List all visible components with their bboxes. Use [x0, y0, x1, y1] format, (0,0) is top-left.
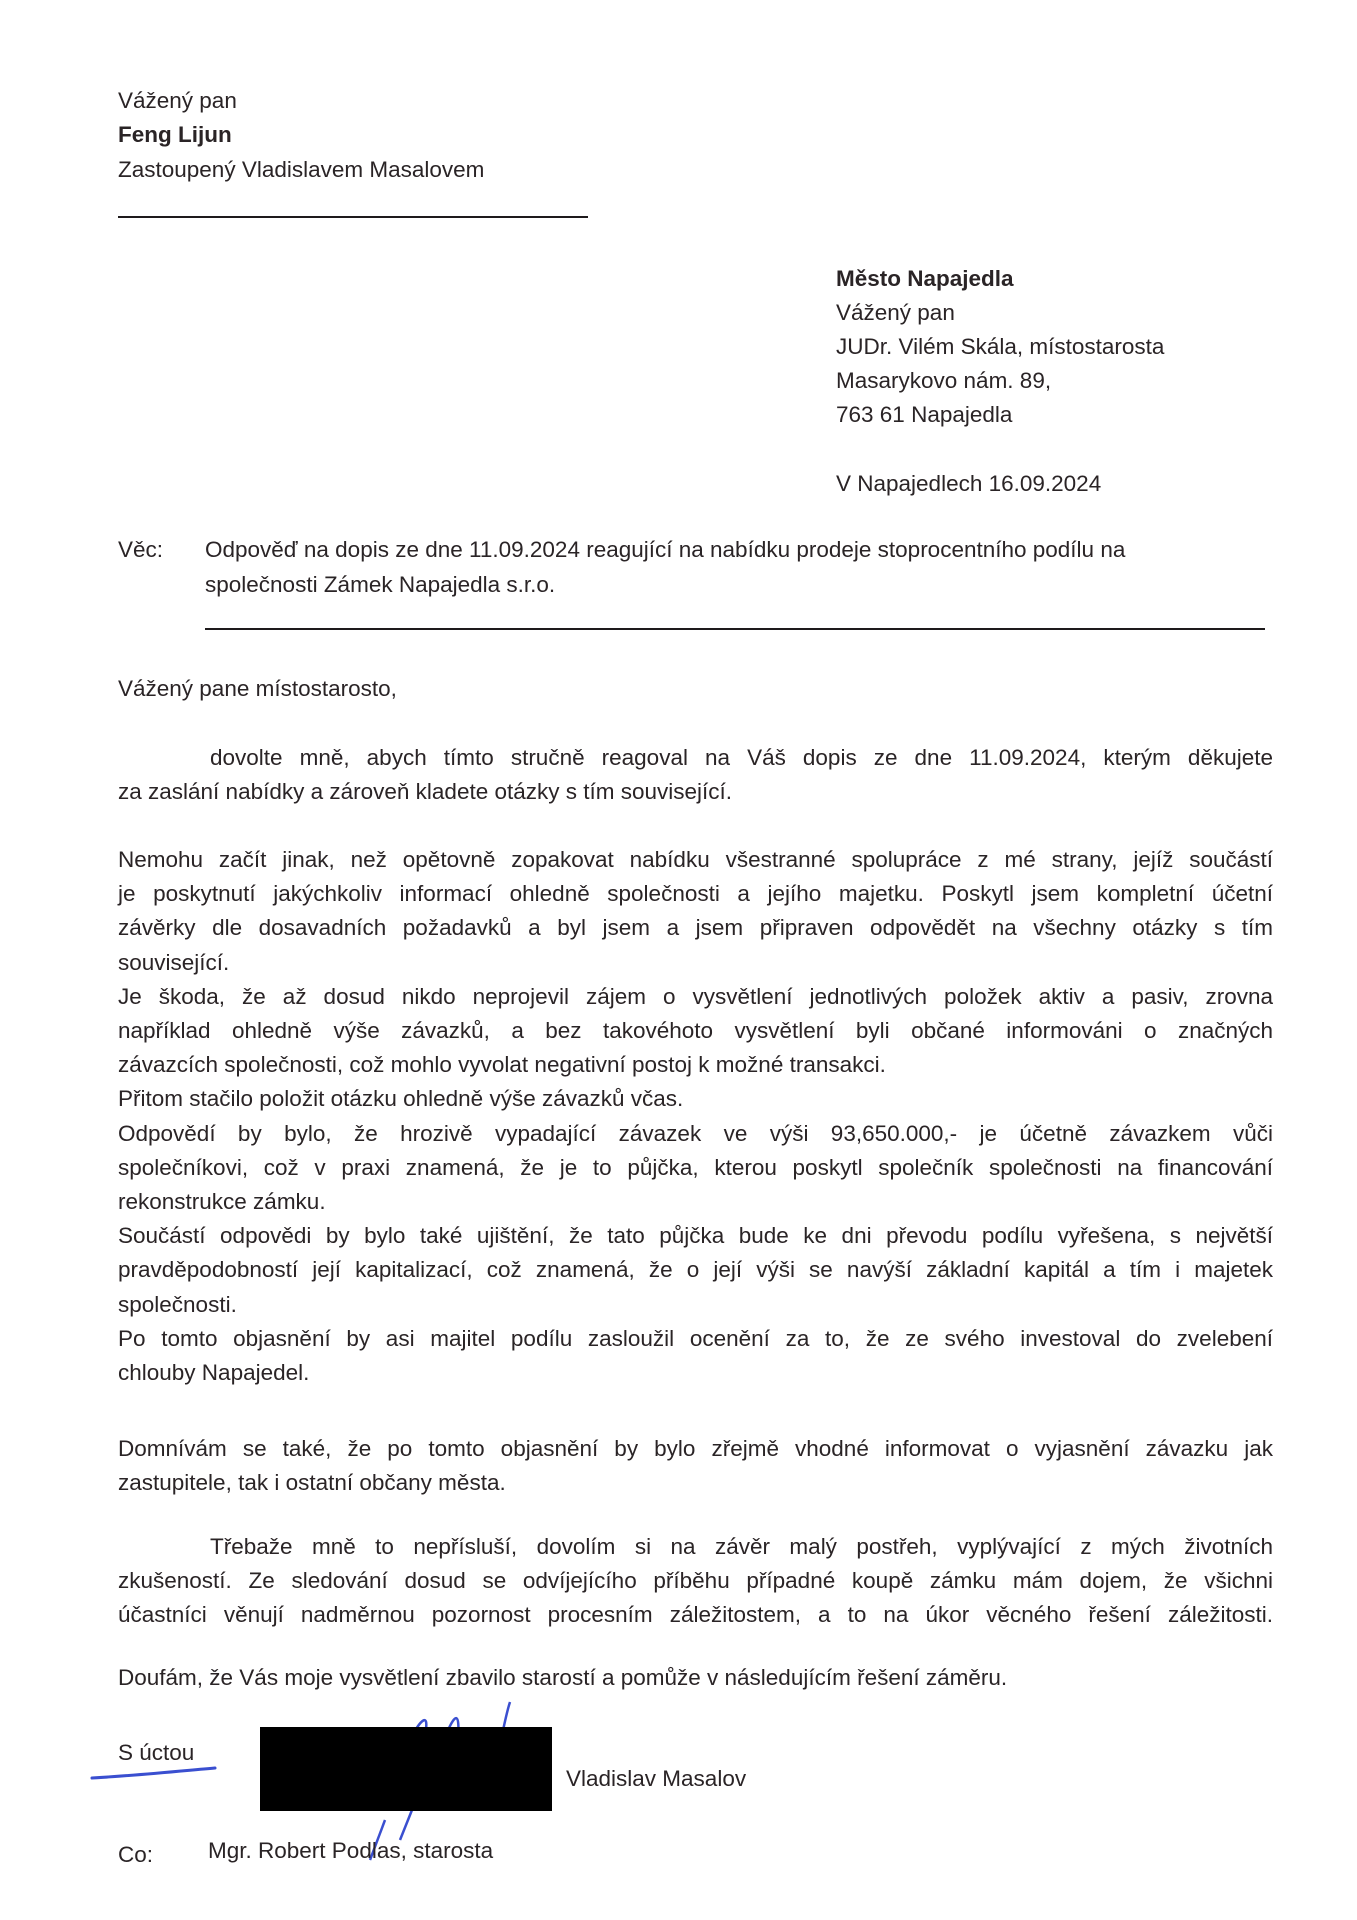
paragraph-line: Po tomto objasnění by asi majitel podílu zasloužil ocenění za to, že ze svého investoval do zvelebení — [118, 1325, 1273, 1351]
paragraph-line: Odpovědí by bylo, že hrozivě vypadající závazek ve výši 93,650.000,- je účetně závazkem vůči — [118, 1120, 1273, 1146]
recipient-name: JUDr. Vilém Skála, místostarosta — [836, 334, 1165, 359]
subject-label: Věc: — [118, 537, 164, 562]
recipient-city: 763 61 Napajedla — [836, 402, 1013, 427]
recipient-salutation: Vážený pan — [836, 300, 955, 325]
sender-divider — [118, 216, 588, 218]
paragraph-line: související. — [118, 949, 230, 975]
signature-underline-icon — [90, 1764, 220, 1784]
redacted-signature-block — [260, 1727, 552, 1811]
paragraph-line: závěrky dle dosavadních požadavků a byl jsem a jsem připraven odpovědět na všechny otázky s tím — [118, 915, 1273, 941]
paragraph-closing — [118, 1661, 1273, 1695]
paragraph-line: Třebaže mně to nepřísluší, dovolím si na závěr malý postřeh, vyplývající z mých životních — [210, 1534, 1273, 1559]
cc-label: Co: — [118, 1842, 154, 1867]
recipient-street: Masarykovo nám. 89, — [836, 368, 1052, 393]
paragraph-explanation — [118, 843, 1273, 1390]
paragraph-line: Přitom stačilo položit otázku ohledně výše závazků včas. — [118, 1086, 684, 1112]
sender-salutation: Vážený pan — [118, 88, 237, 113]
paragraph-line: účastníci věnují nadměrnou pozornost procesním záležitostem, a to na úkor věcného řešení záležitosti. — [118, 1602, 1273, 1628]
paragraph-line: Domnívám se také, že po tomto objasnění by bylo zřejmě vhodné informovat o vyjasnění závazku jak — [118, 1436, 1273, 1461]
paragraph-line: společníkovi, což v praxi znamená, že je to půjčka, kterou poskytl společník společnosti na financování — [118, 1154, 1273, 1180]
paragraph-line: zkušeností. Ze sledování dosud se odvíjejícího příběhu případné koupě zámku mám dojem, že všichni — [118, 1568, 1273, 1594]
sender-representative: Zastoupený Vladislavem Masalovem — [118, 157, 485, 182]
recipient-organization: Město Napajedla — [836, 266, 1014, 291]
paragraph-line: Je škoda, že až dosud nikdo neprojevil zájem o vysvětlení jednotlivých položek aktiv a pasiv, zrovna — [118, 983, 1273, 1009]
paragraph-line: Doufám, že Vás moje vysvětlení zbavilo starostí a pomůže v následujícím řešení záměru. — [118, 1665, 1008, 1690]
paragraph-line: společnosti. — [118, 1291, 237, 1317]
paragraph-line: například ohledně výše závazků, a bez takovéhoto vysvětlení byli občané informováni o značných — [118, 1018, 1273, 1044]
subject-line-1: Odpověď na dopis ze dne 11.09.2024 reagující na nabídku prodeje stoprocentního podílu na — [205, 537, 1126, 562]
place-date: V Napajedlech 16.09.2024 — [836, 471, 1102, 496]
subject-line-2: společnosti Zámek Napajedla s.r.o. — [205, 572, 556, 597]
sender-name: Feng Lijun — [118, 122, 232, 147]
cc-recipient: Mgr. Robert Podlas, starosta — [208, 1838, 494, 1863]
paragraph-line: Nemohu začít jinak, než opětovně zopakovat nabídku všestranné spolupráce z mé strany, jejíž součástí — [118, 847, 1273, 872]
paragraph-line: dovolte mně, abych tímto stručně reagoval na Váš dopis ze dne 11.09.2024, kterým děkujete — [210, 745, 1273, 770]
greeting: Vážený pane místostarosto, — [118, 676, 397, 701]
subject-divider — [205, 628, 1265, 630]
paragraph-observation — [118, 1530, 1273, 1633]
paragraph-line: závazcích společnosti, což mohlo vyvolat negativní postoj k možné transakci. — [118, 1052, 886, 1078]
paragraph-line: Součástí odpovědi by bylo také ujištění, že tato půjčka bude ke dni převodu podílu vyřešena, s největší — [118, 1223, 1273, 1249]
paragraph-line: pravděpodobností její kapitalizací, což znamená, že o její výši se navýší základní kapitál a tím i majetek — [118, 1257, 1273, 1283]
paragraph-line: chlouby Napajedel. — [118, 1360, 310, 1386]
paragraph-line: zastupitele, tak i ostatní občany města. — [118, 1470, 506, 1496]
paragraph-line: za zaslání nabídky a zároveň kladete otázky s tím související. — [118, 779, 733, 805]
paragraph-inform — [118, 1432, 1273, 1500]
paragraph-intro — [118, 741, 1273, 809]
paragraph-line: rekonstrukce zámku. — [118, 1189, 326, 1215]
paragraph-line: je poskytnutí jakýchkoliv informací ohledně společnosti a jejího majetku. Poskytl jsem kompletní účetní — [118, 881, 1273, 907]
closing-phrase: S úctou — [118, 1740, 195, 1765]
signatory-name: Vladislav Masalov — [566, 1766, 747, 1791]
